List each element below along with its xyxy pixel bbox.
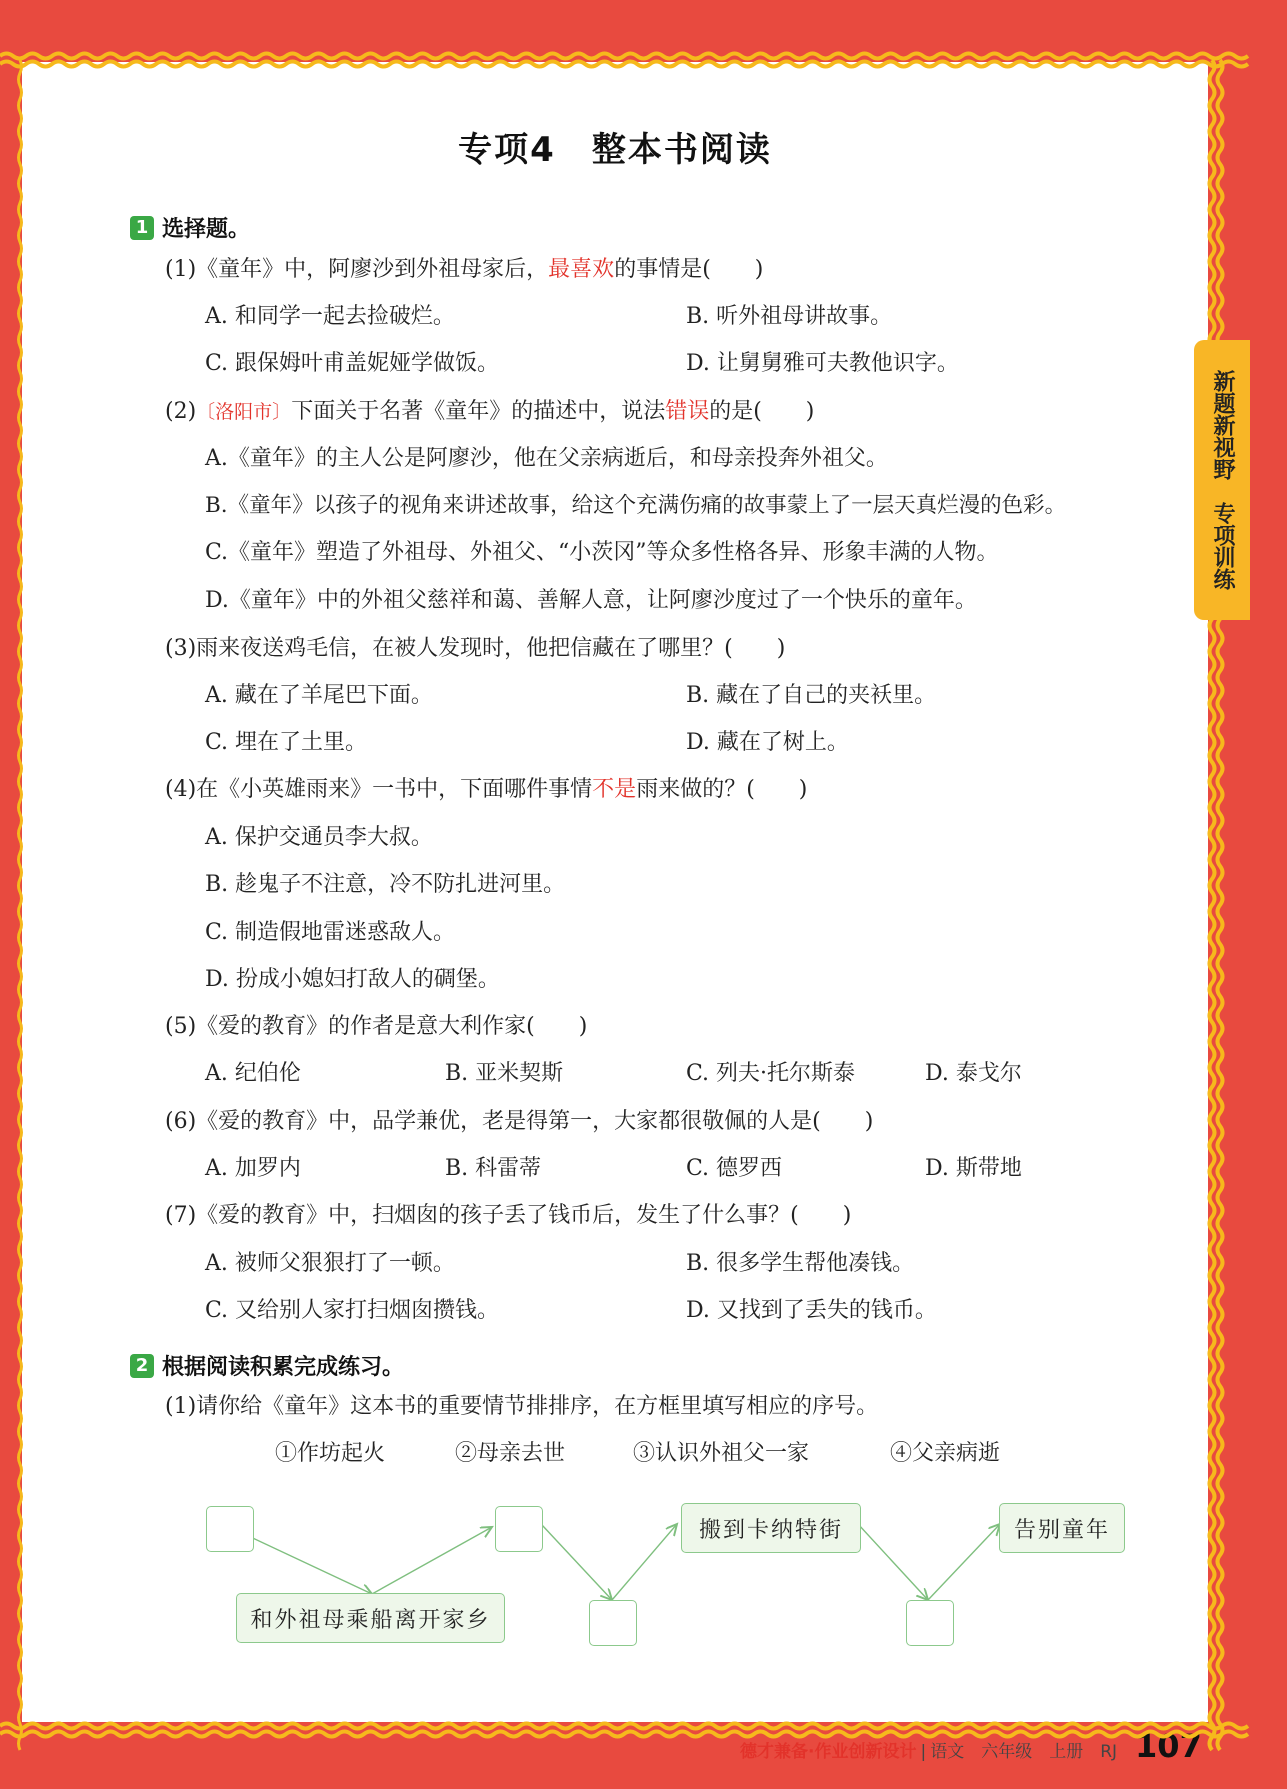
q1-stem-b: 的事情是( ) — [614, 257, 764, 282]
page-number: 107 — [1135, 1727, 1202, 1765]
q1-option-c: C. 跟保姆叶甫盖妮娅学做饭。 — [205, 351, 500, 376]
q3-option-b: B. 藏在了自己的夹袄里。 — [686, 683, 937, 708]
q4-option-a: A. 保护交通员李大叔。 — [205, 825, 433, 850]
footer-meta: 语文 六年级 上册 RJ — [930, 1742, 1118, 1762]
s2-option-4: ④父亲病逝 — [890, 1441, 1001, 1466]
section1-badge: 1 — [130, 216, 154, 240]
q6-stem: (6)《爱的教育》中，品学兼优，老是得第一，大家都很敬佩的人是( ) — [165, 1109, 874, 1134]
q2-stem-b: 下面关于名著《童年》的描述中，说法 — [291, 399, 666, 424]
page — [22, 62, 1208, 1765]
page-title: 专项4 整本书阅读 — [458, 130, 772, 170]
q7-stem: (7)《爱的教育》中，扫烟囱的孩子丢了钱币后，发生了什么事？( ) — [165, 1203, 852, 1228]
q1-stem — [165, 255, 763, 285]
q1-stem-a: (1)《童年》中，阿廖沙到外祖母家后， — [165, 257, 549, 282]
flow-arrows — [22, 62, 1208, 1722]
s2-option-2: ②母亲去世 — [455, 1441, 566, 1466]
q2-stem-c: 的是( ) — [709, 399, 815, 424]
arrow-3 — [542, 1525, 612, 1600]
q2-highlight: 错误 — [665, 399, 710, 424]
q4-option-b: B. 趁鬼子不注意，冷不防扎进河里。 — [205, 872, 566, 897]
label-street: 搬到卡纳特街 — [681, 1503, 861, 1553]
section1-heading — [130, 212, 250, 243]
footer — [740, 1727, 1202, 1765]
q7-option-d: D. 又找到了丢失的钱币。 — [686, 1298, 937, 1323]
s2-option-1: ①作坊起火 — [275, 1441, 386, 1466]
q4-stem-a: (4)在《小英雄雨来》一书中，下面哪件事情 — [165, 777, 593, 802]
q1-highlight: 最喜欢 — [548, 257, 615, 282]
q2-num: (2) — [165, 399, 197, 424]
q2-option-a: A.《童年》的主人公是阿廖沙，他在父亲病逝后，和母亲投奔外祖父。 — [205, 446, 888, 471]
q7-option-c: C. 又给别人家打扫烟囱攒钱。 — [205, 1298, 500, 1323]
q3-option-a: A. 藏在了羊尾巴下面。 — [205, 683, 433, 708]
q1-option-a: A. 和同学一起去捡破烂。 — [205, 304, 455, 329]
label-boat: 和外祖母乘船离开家乡 — [236, 1593, 505, 1643]
side-tab: 新题新视野 专项训练 — [1194, 340, 1250, 620]
q3-option-c: C. 埋在了土里。 — [205, 730, 368, 755]
q1-option-d: D. 让舅舅雅可夫教他识字。 — [686, 351, 959, 376]
section2-heading — [130, 1350, 404, 1381]
q6-option-d: D. 斯带地 — [925, 1156, 1022, 1181]
arrow-2 — [372, 1527, 492, 1594]
footer-separator: | — [920, 1742, 927, 1762]
label-farewell: 告别童年 — [999, 1503, 1125, 1553]
q4-option-d: D. 扮成小媳妇打敌人的碉堡。 — [205, 967, 500, 992]
q3-stem: (3)雨来夜送鸡毛信，在被人发现时，他把信藏在了哪里？( ) — [165, 636, 786, 661]
q4-stem — [165, 775, 807, 805]
footer-brand: 德才兼备·作业创新设计 — [740, 1742, 917, 1762]
s2-q1-stem: (1)请你给《童年》这本书的重要情节排排序，在方框里填写相应的序号。 — [165, 1394, 879, 1419]
q6-option-a: A. 加罗内 — [205, 1156, 301, 1181]
q1-option-b: B. 听外祖母讲故事。 — [686, 304, 893, 329]
q4-option-c: C. 制造假地雷迷惑敌人。 — [205, 920, 456, 945]
section2-badge: 2 — [130, 1354, 154, 1378]
q5-option-d: D. 泰戈尔 — [925, 1061, 1022, 1086]
q4-highlight: 不是 — [592, 777, 637, 802]
arrow-5 — [858, 1524, 928, 1600]
q2-source-tag: 〔洛阳市〕 — [196, 401, 292, 423]
q6-option-c: C. 德罗西 — [686, 1156, 783, 1181]
q5-option-c: C. 列夫·托尔斯泰 — [686, 1061, 856, 1086]
q5-option-b: B. 亚米契斯 — [445, 1061, 564, 1086]
q5-option-a: A. 纪伯伦 — [205, 1061, 301, 1086]
answer-box-2[interactable] — [495, 1506, 543, 1552]
q2-option-b: B.《童年》以孩子的视角来讲述故事，给这个充满伤痛的故事蒙上了一层天真烂漫的色彩。 — [205, 493, 1067, 518]
q7-option-a: A. 被师父狠狠打了一顿。 — [205, 1251, 455, 1276]
answer-box-4[interactable] — [906, 1600, 954, 1646]
arrow-4 — [612, 1524, 677, 1600]
q3-option-d: D. 藏在了树上。 — [686, 730, 849, 755]
q2-option-c: C.《童年》塑造了外祖母、外祖父、“小茨冈”等众多性格各异、形象丰满的人物。 — [205, 540, 999, 565]
arrow-6 — [928, 1524, 1000, 1600]
q2-stem — [165, 397, 814, 427]
section2-heading-text: 根据阅读积累完成练习。 — [162, 1355, 405, 1380]
s2-option-3: ③认识外祖父一家 — [633, 1441, 810, 1466]
q6-option-b: B. 科雷蒂 — [445, 1156, 542, 1181]
q7-option-b: B. 很多学生帮他凑钱。 — [686, 1251, 915, 1276]
q5-stem: (5)《爱的教育》的作者是意大利作家( ) — [165, 1014, 588, 1039]
answer-box-3[interactable] — [589, 1600, 637, 1646]
q2-option-d: D.《童年》中的外祖父慈祥和蔼、善解人意，让阿廖沙度过了一个快乐的童年。 — [205, 588, 977, 613]
section1-heading-text: 选择题。 — [162, 217, 251, 242]
q4-stem-b: 雨来做的？( ) — [636, 777, 808, 802]
answer-box-1[interactable] — [206, 1506, 254, 1552]
